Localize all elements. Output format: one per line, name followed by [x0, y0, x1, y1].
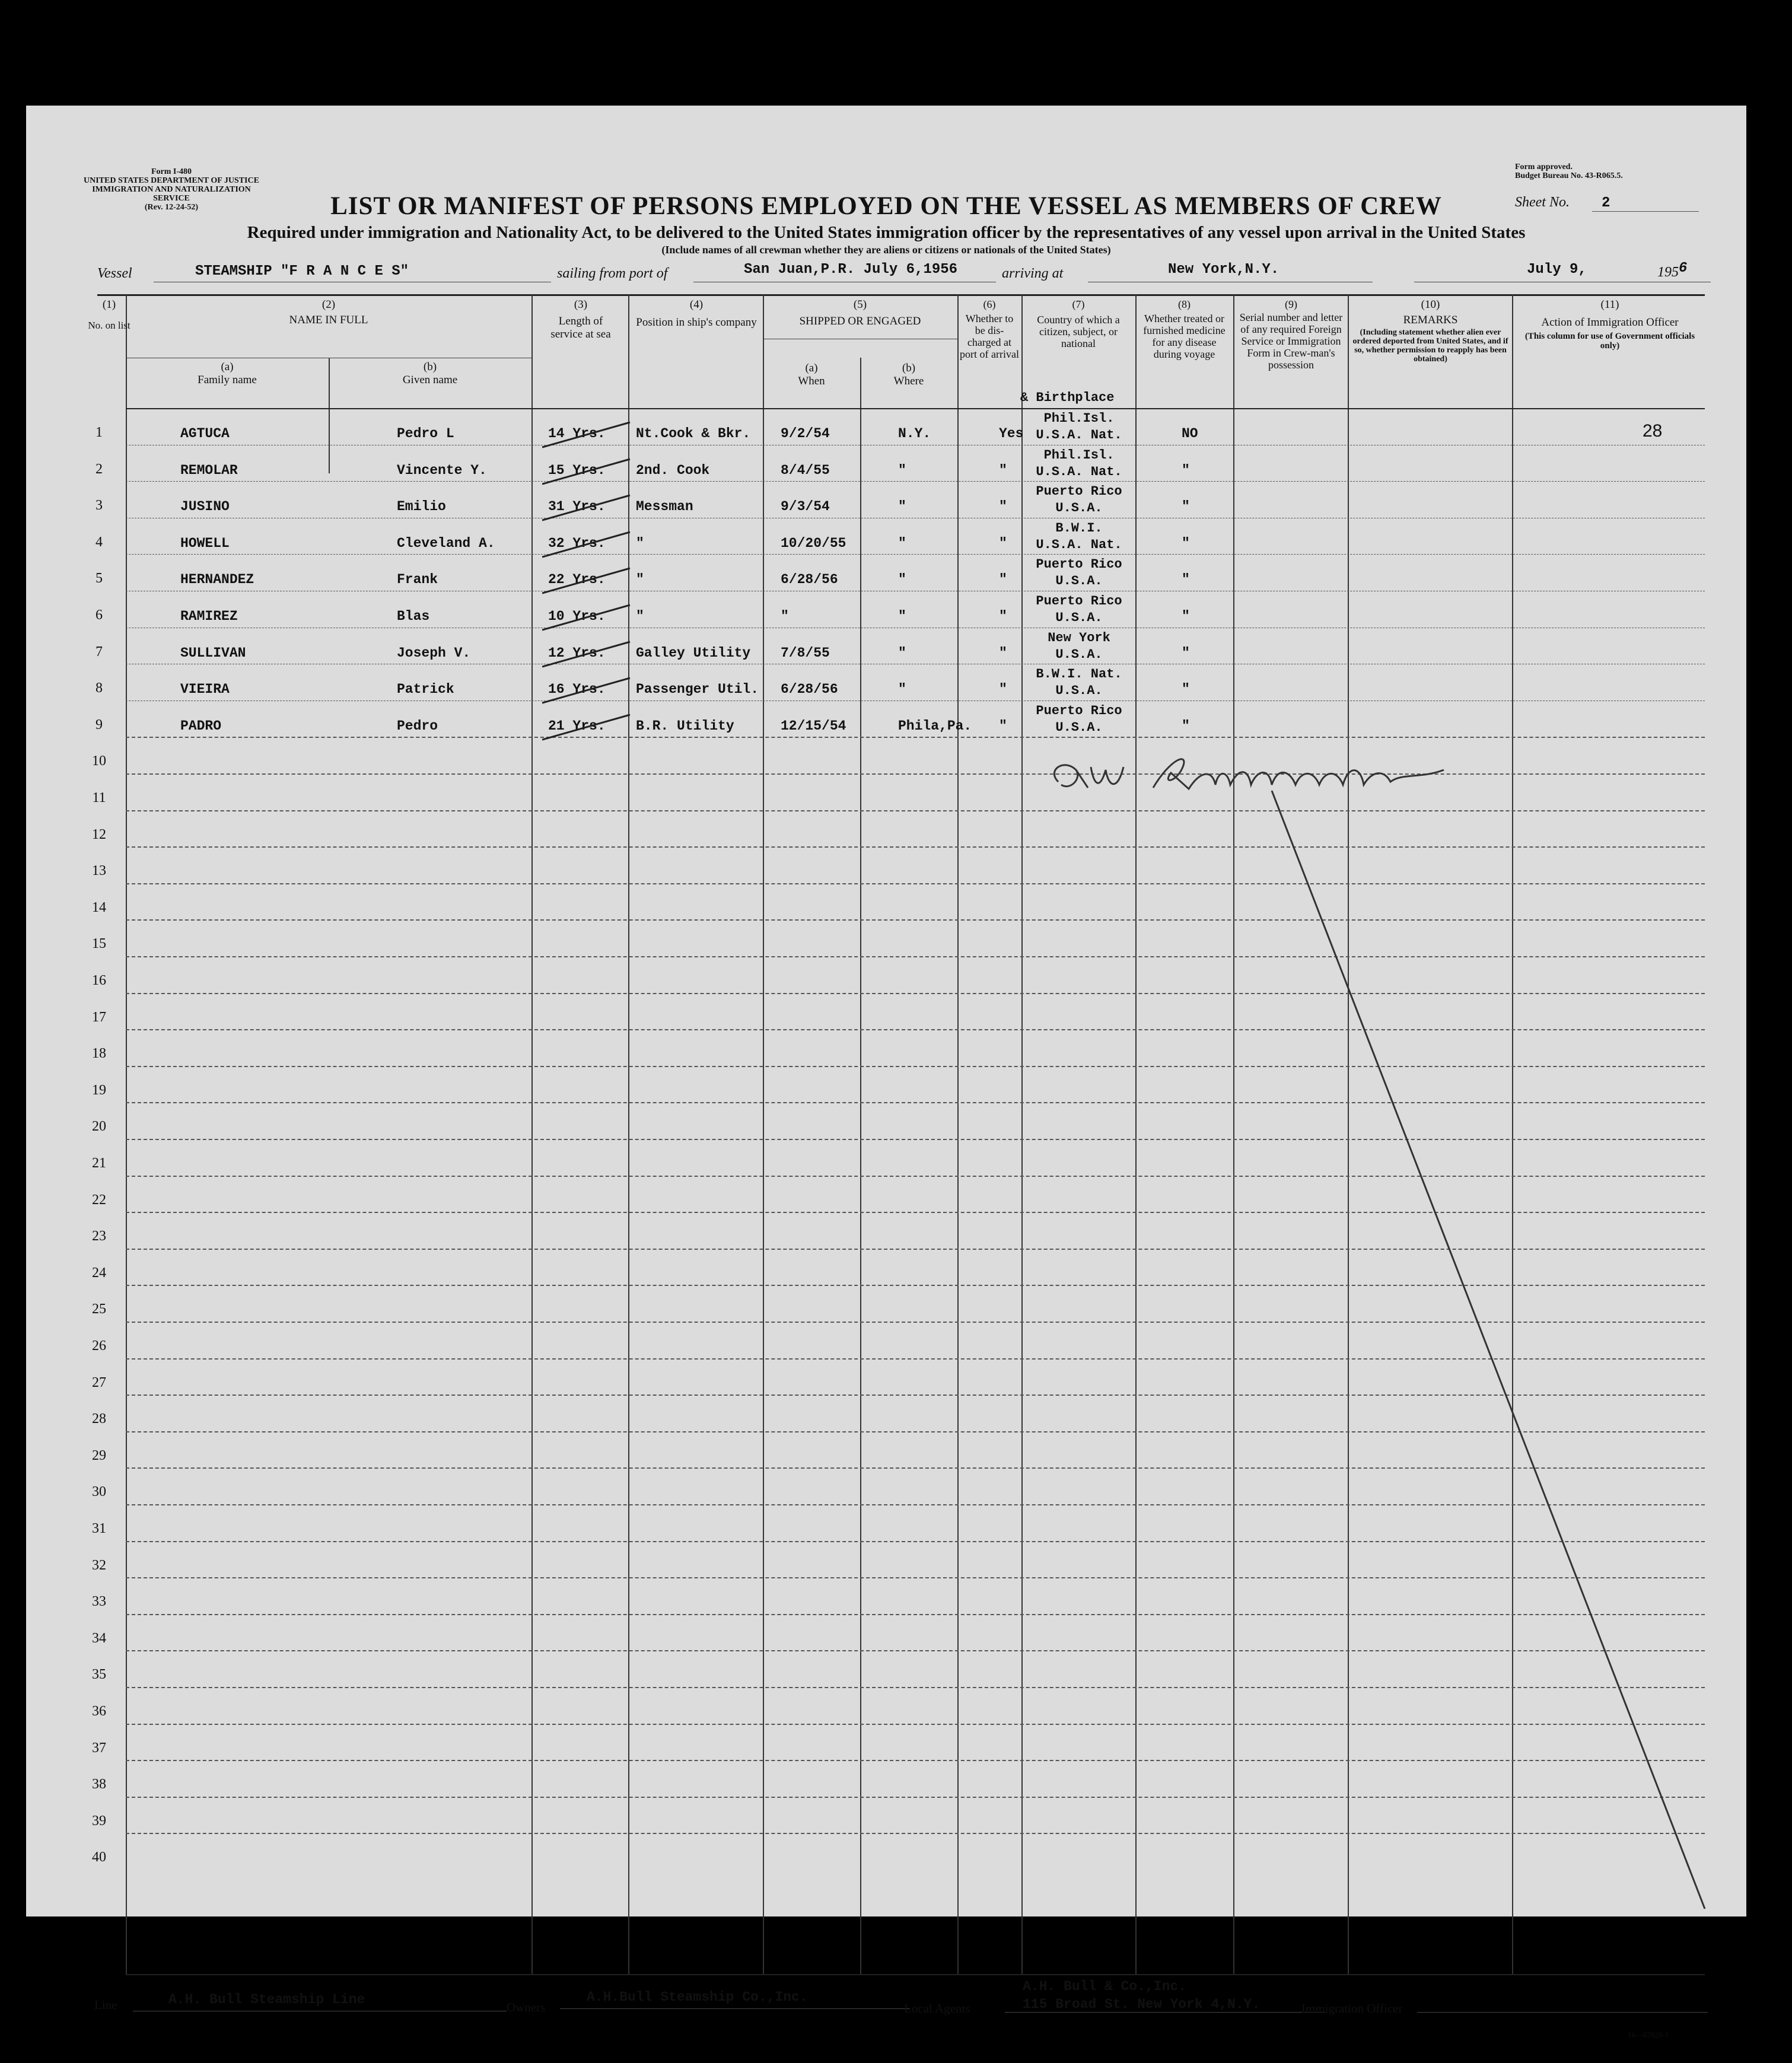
row-number: 16 [92, 973, 106, 988]
row-country-line1: Puerto Rico [1036, 484, 1122, 499]
sailing-label: sailing from port of [557, 266, 668, 281]
row-family-name: RAMIREZ [180, 609, 238, 624]
row-country-line2: U.S.A. [1055, 647, 1103, 662]
row-country-line2: U.S.A. [1055, 574, 1103, 589]
row-country-line1: Phil.Isl. [1043, 411, 1115, 426]
row-number: 17 [92, 1009, 106, 1025]
sailing-port: San Juan,P.R. July 6,1956 [744, 262, 958, 278]
row-medicine: " [1182, 535, 1190, 551]
row-service-length: 15 Yrs. [548, 462, 606, 478]
row-number: 6 [96, 607, 103, 623]
col-position-header: (4) Position in ship's company [636, 298, 757, 329]
row-family-name: REMOLAR [180, 462, 238, 478]
row-number: 30 [92, 1484, 106, 1500]
col-no-header: (1) No. on list [88, 298, 130, 331]
row-country-line1: Puerto Rico [1036, 557, 1122, 572]
row-family-name: PADRO [180, 718, 222, 734]
row-number: 5 [96, 571, 103, 587]
row-number: 18 [92, 1046, 106, 1062]
row-discharged: " [999, 645, 1007, 661]
row-service-length: 22 Yrs. [548, 572, 606, 588]
row-service-length: 10 Yrs. [548, 609, 606, 624]
department: UNITED STATES DEPARTMENT OF JUSTICE [84, 176, 259, 185]
form-approved: Form approved. [1515, 163, 1573, 171]
col-given-header: (b) Given name [402, 361, 458, 386]
row-shipped-where: " [898, 535, 906, 551]
row-number: 4 [96, 534, 103, 550]
col-action-header: (11) Action of Immigration Officer (This column for use of Government officials only) [1524, 298, 1695, 351]
row-number: 33 [92, 1594, 106, 1610]
row-shipped-when: 6/28/56 [781, 572, 838, 588]
row-discharged: Yes [999, 426, 1024, 441]
row-shipped-when: 8/4/55 [781, 462, 830, 478]
col-where-header: (b) Where [893, 362, 924, 387]
row-number: 29 [92, 1447, 106, 1463]
row-discharged: " [999, 499, 1007, 515]
row-country-line1: Puerto Rico [1036, 703, 1122, 718]
row-number: 27 [92, 1374, 106, 1390]
row-number: 15 [92, 936, 106, 952]
row-number: 35 [92, 1667, 106, 1683]
row-medicine: " [1182, 609, 1190, 624]
row-given-name: Blas [397, 609, 430, 624]
row-discharged: " [999, 718, 1007, 734]
row-given-name: Frank [397, 572, 438, 588]
row-number: 8 [96, 680, 103, 696]
row-position: " [636, 535, 644, 551]
row-number: 40 [92, 1849, 106, 1865]
row-shipped-where: " [898, 462, 906, 478]
row-shipped-when: 9/2/54 [781, 426, 830, 441]
row-shipped-when: 9/3/54 [781, 499, 830, 515]
row-family-name: JUSINO [180, 499, 230, 515]
row-country-line2: U.S.A. [1055, 501, 1103, 516]
row-position: 2nd. Cook [636, 462, 710, 478]
row-country-line1: B.W.I. [1055, 520, 1103, 536]
row-number: 3 [96, 498, 103, 514]
agents-value-1: A.H. Bull & Co.,Inc. [1023, 1979, 1187, 1994]
vessel-name: STEAMSHIP "F R A N C E S" [195, 263, 409, 279]
row-number: 39 [92, 1813, 106, 1829]
document-subtitle: Required under immigration and Nationality Act, to be delivered to the United States immigration officer by the representatives of any vessel upon arrival in the United States [247, 223, 1526, 242]
row-number: 11 [92, 790, 106, 806]
row-number: 13 [92, 863, 106, 879]
row-shipped-where: " [898, 609, 906, 624]
form-number: Form I-480 [151, 167, 192, 176]
row-number: 23 [92, 1228, 106, 1244]
row-discharged: " [999, 572, 1007, 588]
row-position: " [636, 609, 644, 624]
row-medicine: " [1182, 718, 1190, 734]
row-given-name: Pedro [397, 718, 438, 734]
row-family-name: HOWELL [180, 535, 230, 551]
row-number: 20 [92, 1119, 106, 1135]
vessel-label: Vessel [97, 266, 132, 281]
row-number: 14 [92, 899, 106, 915]
row-shipped-when: 10/20/55 [781, 535, 846, 551]
row-number: 19 [92, 1082, 106, 1098]
col-family-header: (a) Family name [198, 361, 257, 386]
row-shipped-where: " [898, 682, 906, 698]
row-number: 24 [92, 1265, 106, 1281]
row-given-name: Patrick [397, 682, 454, 698]
row-shipped-where: " [898, 499, 906, 515]
row-number: 38 [92, 1777, 106, 1793]
row-shipped-where: " [898, 572, 906, 588]
row-position: Passenger Util. [636, 682, 759, 698]
row-country-line1: Puerto Rico [1036, 594, 1122, 609]
row-number: 12 [92, 826, 106, 842]
owners-label: Owners [507, 2000, 546, 2014]
arrival-date: July 9, [1527, 262, 1587, 278]
row-family-name: SULLIVAN [180, 645, 246, 661]
service: IMMIGRATION AND NATURALIZATION SERVICE [92, 185, 251, 203]
row-shipped-when: 12/15/54 [781, 718, 846, 734]
row-number: 1 [96, 425, 103, 440]
row-shipped-when: " [781, 609, 789, 624]
row-given-name: Cleveland A. [397, 535, 495, 551]
col-country-extra: & Birthplace [1020, 390, 1115, 405]
row-number: 21 [92, 1155, 106, 1171]
agents-value-2: 115 Broad St. New York 4,N.Y. [1023, 1997, 1261, 2012]
cancellation-line [26, 106, 1746, 1916]
row-given-name: Joseph V. [397, 645, 471, 661]
row-number: 2 [96, 461, 103, 477]
row-shipped-when: 7/8/55 [781, 645, 830, 661]
col-shipped-header: (5) SHIPPED OR ENGAGED [799, 298, 921, 327]
col-remarks-header: (10) REMARKS (Including statement whether alien ever ordered deported from United States, and if so, whether permission to reapply has been obtained) [1352, 298, 1508, 364]
line-value: A.H. Bull Steamship Line [168, 1992, 365, 2007]
row-discharged: " [999, 462, 1007, 478]
row-number: 10 [92, 753, 106, 769]
row-medicine: " [1182, 645, 1190, 661]
manifest-document [26, 106, 1746, 2039]
row-service-length: 14 Yrs. [548, 426, 606, 441]
arriving-port: New York,N.Y. [1168, 262, 1279, 278]
line-label: Line [94, 1998, 117, 2012]
row-country-line2: U.S.A. Nat. [1036, 537, 1122, 552]
row-shipped-where: Phila,Pa. [898, 718, 972, 734]
row-family-name: VIEIRA [180, 682, 230, 698]
document-title: LIST OR MANIFEST OF PERSONS EMPLOYED ON THE VESSEL AS MEMBERS OF CREW [330, 192, 1442, 220]
row-medicine: " [1182, 572, 1190, 588]
owners-value: A.H.Bull Steamship Co.,Inc. [587, 1989, 808, 2005]
row-number: 32 [92, 1557, 106, 1573]
row-country-line1: Phil.Isl. [1043, 447, 1115, 463]
row-given-name: Emilio [397, 499, 446, 515]
row-given-name: Vincente Y. [397, 462, 487, 478]
officer-label: Immigration Officer [1301, 2001, 1403, 2016]
row-position: " [636, 572, 644, 588]
col-name-header: (2) NAME IN FULL [289, 298, 368, 326]
row-shipped-where: " [898, 645, 906, 661]
row-number: 28 [92, 1411, 106, 1427]
row-shipped-when: 6/28/56 [781, 682, 838, 698]
col-country-header: (7) Country of which a citizen, subject, or national [1037, 298, 1120, 349]
row-number: 36 [92, 1704, 106, 1719]
row-number: 37 [92, 1740, 106, 1756]
row-country-line1: New York [1048, 630, 1110, 645]
row-position: Galley Utility [636, 645, 751, 661]
print-code: 16—67829-1 [1628, 2030, 1669, 2039]
row-service-length: 32 Yrs. [548, 535, 606, 551]
row-family-name: HERNANDEZ [180, 572, 254, 588]
col-serial-header: (9) Serial number and letter of any required Foreign Service or Immigration Form in Crew-man's possession [1239, 298, 1343, 371]
revision: (Rev. 12-24-52) [144, 203, 199, 212]
row-number: 31 [92, 1521, 106, 1536]
row-service-length: 16 Yrs. [548, 682, 606, 698]
row-position: Messman [636, 499, 693, 515]
row-action: 28 [1643, 421, 1663, 441]
arriving-label: arriving at [1002, 266, 1064, 281]
row-country-line2: U.S.A. [1055, 719, 1103, 735]
row-number: 25 [92, 1301, 106, 1317]
document-subtitle-note: (Include names of all crewman whether they are aliens or citizens or nationals of the United States) [661, 244, 1111, 256]
row-service-length: 21 Yrs. [548, 718, 606, 734]
row-medicine: " [1182, 682, 1190, 698]
row-number: 34 [92, 1630, 106, 1646]
row-given-name: Pedro L [397, 426, 454, 441]
col-discharged-header: (6) Whether to be dis-charged at port of arrival [960, 298, 1019, 360]
row-family-name: AGTUCA [180, 426, 230, 441]
row-position: B.R. Utility [636, 718, 734, 734]
row-shipped-where: N.Y. [898, 426, 931, 441]
row-country-line1: B.W.I. Nat. [1036, 667, 1122, 682]
row-discharged: " [999, 682, 1007, 698]
budget-bureau: Budget Bureau No. 43-R065.5. [1515, 171, 1623, 180]
row-medicine: " [1182, 499, 1190, 515]
agents-label: Local Agents [904, 2001, 970, 2016]
row-country-line2: U.S.A. [1055, 683, 1103, 699]
sheet-label: Sheet No. [1515, 195, 1570, 210]
sheet-number: 2 [1601, 195, 1610, 211]
row-country-line2: U.S.A. Nat. [1036, 428, 1122, 442]
row-country-line2: U.S.A. [1055, 610, 1103, 625]
arrival-year: 1956 [1657, 260, 1688, 280]
row-medicine: " [1182, 462, 1190, 478]
row-discharged: " [999, 535, 1007, 551]
row-position: Nt.Cook & Bkr. [636, 426, 751, 441]
row-number: 22 [92, 1192, 106, 1208]
col-medicine-header: (8) Whether treated or furnished medicine for any disease during voyage [1143, 298, 1226, 360]
row-number: 9 [96, 717, 103, 733]
row-service-length: 12 Yrs. [548, 645, 606, 661]
row-medicine: NO [1182, 426, 1198, 441]
col-service-header: (3) Length of service at sea [550, 298, 611, 340]
row-country-line2: U.S.A. Nat. [1036, 464, 1122, 479]
row-service-length: 31 Yrs. [548, 499, 606, 515]
row-number: 26 [92, 1338, 106, 1354]
row-number: 7 [96, 644, 103, 660]
row-discharged: " [999, 609, 1007, 624]
col-when-header: (a) When [798, 362, 825, 387]
